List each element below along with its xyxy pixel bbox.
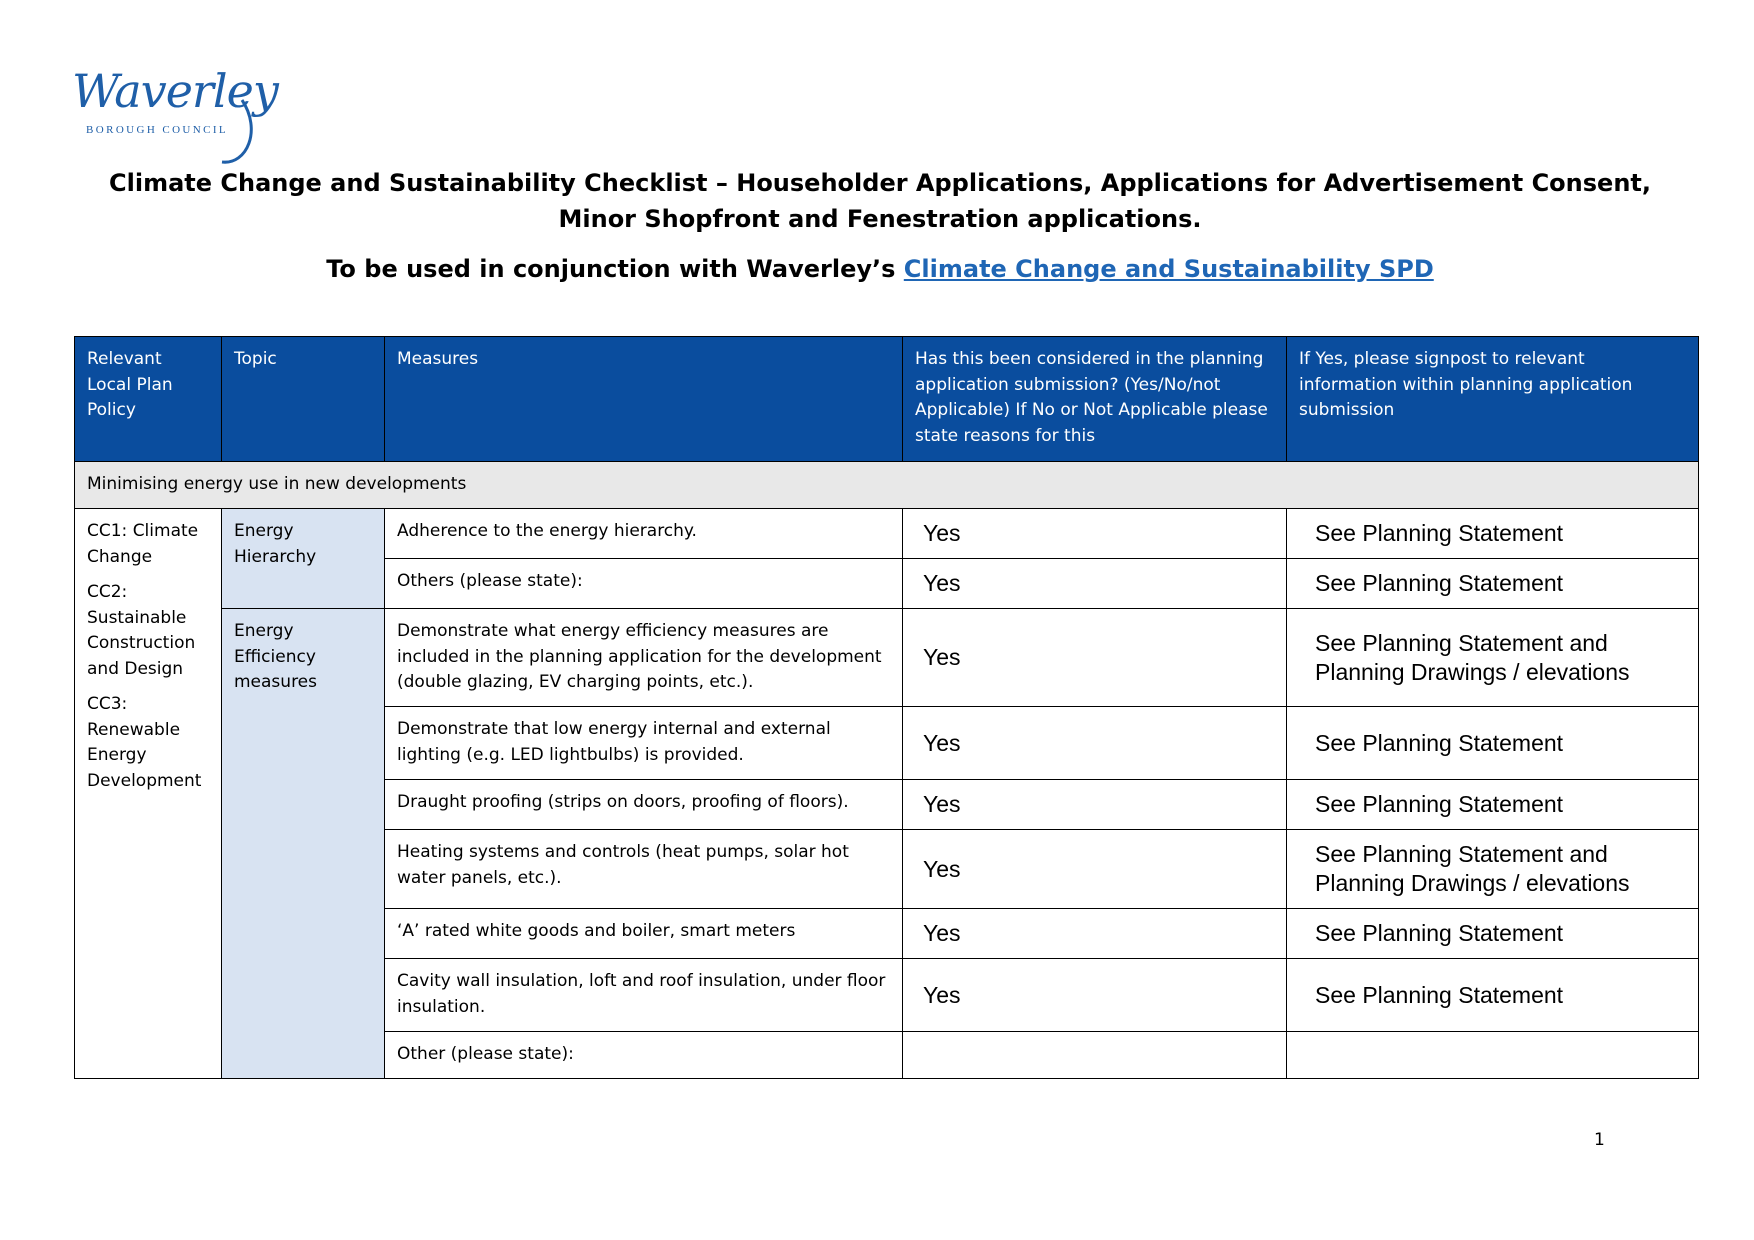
policy-cc2: CC2: Sustainable Construction and Design: [87, 582, 196, 679]
measure-cell: Other (please state):: [385, 1032, 903, 1079]
answer-field[interactable]: Yes: [903, 707, 1287, 780]
signpost-field[interactable]: See Planning Statement and Planning Drawings / elevations: [1287, 830, 1699, 909]
header-policy: Relevant Local Plan Policy: [75, 337, 222, 462]
measure-cell: Cavity wall insulation, loft and roof insulation, under floor insulation.: [385, 959, 903, 1032]
measure-cell: Demonstrate what energy efficiency measures are included in the planning application for the development (double glazing, EV charging points, etc.).: [385, 609, 903, 707]
signpost-field[interactable]: See Planning Statement: [1287, 959, 1699, 1032]
answer-field[interactable]: Yes: [903, 830, 1287, 909]
header-topic: Topic: [222, 337, 385, 462]
document-subtitle: [80, 251, 1680, 287]
document-title: Climate Change and Sustainability Checklist – Householder Applications, Applications for Advertisement Consent, Minor Shopfront and Fenestration applications.: [109, 169, 1651, 233]
measure-cell: Draught proofing (strips on doors, proofing of floors).: [385, 780, 903, 830]
section-row: [75, 462, 1699, 509]
subtitle-prefix: To be used in conjunction with Waverley’s: [326, 255, 896, 283]
logo-wordmark: Waverley: [72, 64, 278, 118]
checklist-table: [74, 336, 1699, 1079]
signpost-field[interactable]: See Planning Statement: [1287, 509, 1699, 559]
signpost-field[interactable]: [1287, 1032, 1699, 1079]
signpost-field[interactable]: See Planning Statement: [1287, 707, 1699, 780]
measure-cell: Adherence to the energy hierarchy.: [385, 509, 903, 559]
logo-subtitle: BOROUGH COUNCIL: [86, 124, 229, 136]
signpost-field[interactable]: See Planning Statement: [1287, 559, 1699, 609]
answer-field[interactable]: Yes: [903, 509, 1287, 559]
spd-link[interactable]: Climate Change and Sustainability SPD: [903, 255, 1434, 283]
page-number: 1: [1594, 1130, 1605, 1150]
policy-cc1: CC1: Climate Change: [87, 521, 199, 567]
header-considered: Has this been considered in the planning application submission? (Yes/No/not Applicable) If No or Not Applicable please state reasons for this: [903, 337, 1287, 462]
signpost-field[interactable]: See Planning Statement and Planning Drawings / elevations: [1287, 609, 1699, 707]
table-header-row: [75, 337, 1699, 462]
topic-energy-efficiency: Energy Efficiency measures: [222, 609, 385, 1079]
topic-energy-hierarchy: Energy Hierarchy: [222, 509, 385, 609]
table-row: [75, 609, 1699, 707]
signpost-field[interactable]: See Planning Statement: [1287, 909, 1699, 959]
answer-field[interactable]: [903, 1032, 1287, 1079]
measure-cell: Heating systems and controls (heat pumps, solar hot water panels, etc.).: [385, 830, 903, 909]
measure-cell: ‘A’ rated white goods and boiler, smart meters: [385, 909, 903, 959]
section-title: Minimising energy use in new developments: [75, 462, 1699, 509]
policy-cell: [75, 509, 222, 1079]
header-measures: Measures: [385, 337, 903, 462]
answer-field[interactable]: Yes: [903, 609, 1287, 707]
policy-cc3: CC3: Renewable Energy Development: [87, 694, 202, 791]
answer-field[interactable]: Yes: [903, 959, 1287, 1032]
waverley-logo: [72, 64, 278, 170]
answer-field[interactable]: Yes: [903, 559, 1287, 609]
measure-cell: Others (please state):: [385, 559, 903, 609]
answer-field[interactable]: Yes: [903, 780, 1287, 830]
answer-field[interactable]: Yes: [903, 909, 1287, 959]
signpost-field[interactable]: See Planning Statement: [1287, 780, 1699, 830]
header-signpost: If Yes, please signpost to relevant information within planning application submission: [1287, 337, 1699, 462]
table-row: [75, 509, 1699, 559]
measure-cell: Demonstrate that low energy internal and external lighting (e.g. LED lightbulbs) is provided.: [385, 707, 903, 780]
